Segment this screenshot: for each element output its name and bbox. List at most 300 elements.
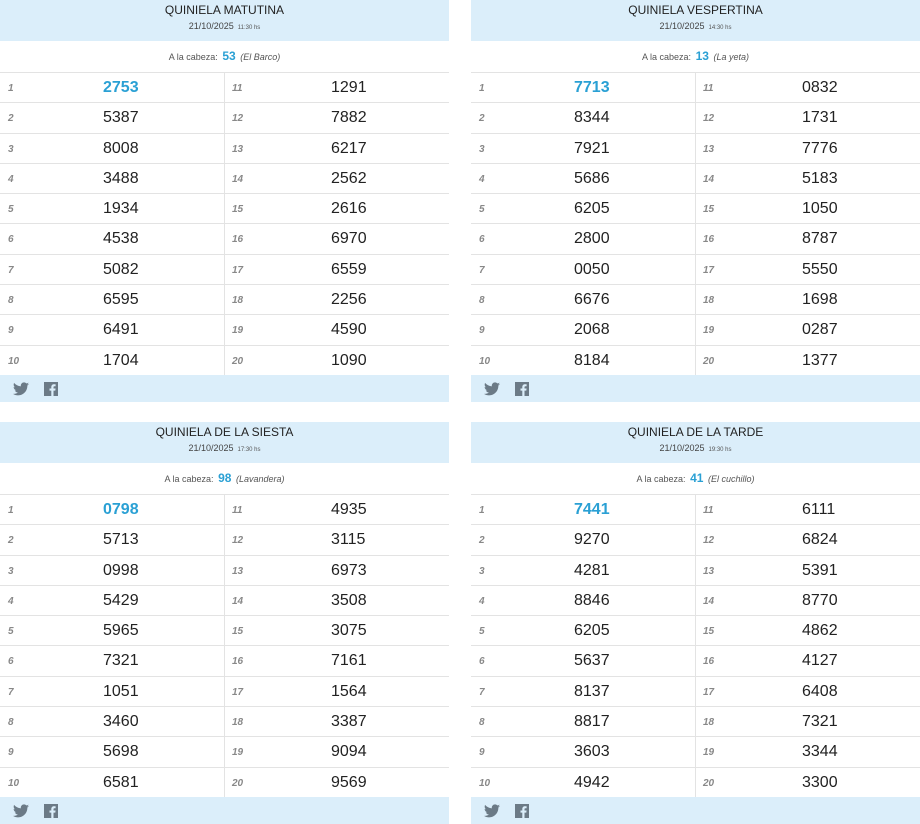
result-row [0,556,224,586]
result-row [471,224,695,254]
result-row [0,768,224,797]
result-number: 1090 [331,351,367,369]
result-row [225,768,449,797]
position-number: 15 [232,626,244,638]
cabeza-number: 98 [218,471,232,485]
share-bar [471,797,920,824]
position-number: 14 [232,595,244,607]
draw-time: 19:30 hs [708,447,732,453]
cabeza-label: A la cabeza: [164,474,214,484]
result-number: 4942 [574,773,610,791]
position-number: 17 [703,686,715,698]
result-number: 6111 [802,501,836,518]
position-number: 20 [232,355,244,367]
position-number: 8 [8,717,14,729]
position-number: 7 [479,686,485,698]
share-bar [0,375,449,402]
position-number: 16 [703,656,715,668]
position-number: 12 [232,113,244,125]
result-row [696,556,920,586]
position-number: 16 [232,234,244,246]
position-number: 6 [479,234,485,246]
position-number: 20 [703,777,715,789]
result-number: 5391 [802,561,838,579]
result-number: 6217 [331,139,367,157]
result-row [225,315,449,345]
position-number: 7 [8,686,14,698]
position-number: 9 [8,747,14,759]
result-number: 3075 [331,622,367,640]
cabeza-number: 13 [695,49,709,63]
result-number: 1050 [802,200,838,218]
draw-date [471,441,920,457]
position-number: 20 [232,777,244,789]
result-row [471,315,695,345]
results-column-left [471,495,696,797]
position-number: 11 [232,505,243,516]
result-row [471,525,695,555]
result-number: 8344 [574,109,610,127]
result-number: 4935 [331,501,367,518]
result-number: 5550 [802,260,838,278]
panel-header [0,422,449,463]
result-row [471,194,695,224]
result-number: 6973 [331,561,367,579]
position-number: 8 [479,717,485,729]
position-number: 11 [232,83,243,94]
position-number: 2 [479,113,485,125]
result-row [696,646,920,676]
result-number: 0832 [802,79,838,96]
first-prize-number: 2753 [103,79,139,96]
result-row [225,194,449,224]
result-row [225,737,449,767]
position-number: 10 [479,355,491,367]
result-row [696,224,920,254]
cabeza-number: 41 [690,471,704,485]
result-row [696,768,920,797]
result-number: 2256 [331,291,367,309]
result-number: 5183 [802,169,838,187]
results-column-right [225,495,449,797]
results-column-right [696,73,920,375]
result-row [696,194,920,224]
result-row [0,737,224,767]
result-row [225,707,449,737]
result-number: 1731 [802,109,838,127]
result-row [0,134,224,164]
panel-title: QUINIELA DE LA TARDE [627,425,764,439]
result-row [696,495,920,525]
result-number: 5082 [103,260,139,278]
result-row [225,677,449,707]
result-row [0,255,224,285]
result-row [225,134,449,164]
result-row [471,707,695,737]
result-number: 5387 [103,109,139,127]
draw-date [0,441,449,457]
result-row [696,737,920,767]
position-number: 15 [703,204,715,216]
results-column-left [471,73,696,375]
result-number: 7321 [802,713,838,731]
result-row [696,73,920,103]
result-number: 2562 [331,169,367,187]
position-number: 18 [232,717,244,729]
result-number: 7921 [574,139,610,157]
position-number: 19 [703,747,715,759]
position-number: 19 [232,325,244,337]
position-number: 3 [479,143,485,155]
result-number: 9569 [331,773,367,791]
result-row [225,646,449,676]
result-number: 7882 [331,109,367,127]
position-number: 18 [703,295,715,307]
position-number: 1 [479,83,485,94]
position-number: 7 [8,264,14,276]
result-row [696,103,920,133]
quiniela-panel [0,0,449,402]
position-number: 3 [479,565,485,577]
result-row [0,224,224,254]
result-row [0,73,224,103]
result-number: 3387 [331,713,367,731]
cabeza-line [471,463,920,495]
position-number: 14 [703,173,715,185]
date-text: 21/10/2025 [659,443,705,453]
position-number: 6 [8,656,14,668]
cabeza-name: (El Barco) [240,52,281,62]
quiniela-panel [471,422,920,824]
cabeza-name: (El cuchillo) [707,474,755,484]
result-row [225,525,449,555]
result-row [0,315,224,345]
position-number: 12 [703,535,715,547]
result-row [696,707,920,737]
result-row [0,164,224,194]
position-number: 4 [8,173,14,185]
result-number: 0998 [103,561,139,579]
result-row [225,586,449,616]
results-grid [0,73,449,375]
result-row [225,495,449,525]
position-number: 19 [703,325,715,337]
facebook-icon[interactable] [515,382,531,396]
result-row [471,285,695,315]
result-number: 6205 [574,622,610,640]
position-number: 1 [8,505,14,516]
result-number: 0050 [574,260,610,278]
result-number: 8846 [574,591,610,609]
draw-time: 14:30 hs [708,25,732,31]
date-text: 21/10/2025 [188,443,234,453]
result-row [225,346,449,375]
result-row [0,103,224,133]
facebook-icon[interactable] [44,382,60,396]
result-row [471,556,695,586]
date-text: 21/10/2025 [188,21,234,31]
result-row [0,285,224,315]
result-row [471,103,695,133]
date-text: 21/10/2025 [659,21,705,31]
position-number: 1 [8,83,14,94]
position-number: 3 [8,143,14,155]
position-number: 6 [8,234,14,246]
share-bar [0,797,449,824]
result-row [471,768,695,797]
panel-title: QUINIELA MATUTINA [164,3,285,17]
position-number: 18 [703,717,715,729]
result-row [696,285,920,315]
quiniela-panel [471,0,920,402]
cabeza-line [471,41,920,73]
result-row [696,586,920,616]
position-number: 2 [8,535,14,547]
result-number: 6824 [802,531,838,549]
result-row [225,224,449,254]
position-number: 4 [8,595,14,607]
panel-title: QUINIELA DE LA SIESTA [155,425,294,439]
position-number: 11 [703,83,714,94]
position-number: 10 [8,355,20,367]
cabeza-label: A la cabeza: [642,52,692,62]
result-row [225,73,449,103]
position-number: 17 [703,264,715,276]
result-row [471,586,695,616]
result-number: 6595 [103,291,139,309]
result-number: 2616 [331,200,367,218]
result-number: 8787 [802,230,838,248]
facebook-icon[interactable] [515,804,531,818]
position-number: 17 [232,686,244,698]
panel-title: QUINIELA VESPERTINA [628,3,763,17]
position-number: 7 [479,264,485,276]
result-number: 3460 [103,713,139,731]
twitter-icon[interactable] [13,804,29,818]
position-number: 16 [703,234,715,246]
position-number: 4 [479,595,485,607]
position-number: 10 [479,777,491,789]
position-number: 13 [232,143,244,155]
result-number: 8184 [574,351,610,369]
draw-time: 17:30 hs [237,447,261,453]
result-row [471,646,695,676]
position-number: 5 [8,626,14,638]
position-number: 17 [232,264,244,276]
result-number: 1051 [103,682,139,700]
result-row [225,616,449,646]
result-number: 2800 [574,230,610,248]
result-number: 5686 [574,169,610,187]
result-number: 3603 [574,743,610,761]
result-number: 7321 [103,652,139,670]
results-column-right [696,495,920,797]
result-row [471,737,695,767]
position-number: 15 [703,626,715,638]
result-number: 6581 [103,773,139,791]
position-number: 14 [232,173,244,185]
result-number: 6559 [331,260,367,278]
result-number: 1698 [802,291,838,309]
result-row [471,677,695,707]
result-row [0,616,224,646]
position-number: 2 [8,113,14,125]
result-number: 9270 [574,531,610,549]
twitter-icon[interactable] [484,804,500,818]
result-number: 5637 [574,652,610,670]
result-number: 4127 [802,652,838,670]
position-number: 10 [8,777,20,789]
cabeza-line [0,41,449,73]
result-row [471,495,695,525]
result-row [0,586,224,616]
result-number: 6408 [802,682,838,700]
result-number: 1377 [802,351,838,369]
draw-date [471,19,920,35]
result-number: 8137 [574,682,610,700]
result-number: 3115 [331,531,366,549]
result-number: 5698 [103,743,139,761]
result-number: 5965 [103,622,139,640]
position-number: 8 [8,295,14,307]
results-grid [471,73,920,375]
result-number: 2068 [574,321,610,339]
position-number: 12 [232,535,244,547]
result-row [696,315,920,345]
result-row [696,255,920,285]
cabeza-number: 53 [222,49,236,63]
results-column-right [225,73,449,375]
position-number: 18 [232,295,244,307]
result-number: 8817 [574,713,610,731]
result-number: 7161 [331,652,367,670]
position-number: 13 [703,565,715,577]
result-row [696,677,920,707]
position-number: 11 [703,505,714,516]
position-number: 13 [703,143,715,155]
result-number: 5713 [103,531,139,549]
panel-header [471,0,920,41]
result-number: 1934 [103,200,139,218]
first-prize-number: 0798 [103,501,139,518]
result-number: 8008 [103,139,139,157]
result-row [225,556,449,586]
result-row [225,164,449,194]
result-number: 0287 [802,321,838,339]
position-number: 19 [232,747,244,759]
position-number: 13 [232,565,244,577]
result-number: 3344 [802,743,838,761]
position-number: 9 [479,747,485,759]
result-row [696,346,920,375]
result-row [225,103,449,133]
position-number: 8 [479,295,485,307]
cabeza-label: A la cabeza: [168,52,218,62]
cabeza-label: A la cabeza: [636,474,686,484]
panel-header [0,0,449,41]
result-row [0,346,224,375]
twitter-icon[interactable] [13,382,29,396]
panel-header [471,422,920,463]
result-number: 6676 [574,291,610,309]
result-row [471,255,695,285]
result-row [0,677,224,707]
result-number: 6491 [103,321,139,339]
result-number: 1291 [331,79,367,96]
first-prize-number: 7713 [574,79,610,96]
position-number: 1 [479,505,485,516]
cabeza-name: (Lavandera) [235,474,285,484]
result-number: 4590 [331,321,367,339]
first-prize-number: 7441 [574,501,610,518]
position-number: 9 [8,325,14,337]
facebook-icon[interactable] [44,804,60,818]
share-bar [471,375,920,402]
results-grid [0,495,449,797]
result-row [471,164,695,194]
twitter-icon[interactable] [484,382,500,396]
position-number: 6 [479,656,485,668]
result-number: 7776 [802,139,838,157]
result-number: 1564 [331,682,367,700]
results-column-left [0,73,225,375]
result-row [0,194,224,224]
result-row [696,164,920,194]
result-row [696,525,920,555]
position-number: 5 [479,204,485,216]
result-number: 5429 [103,591,139,609]
quiniela-panel [0,422,449,824]
draw-time: 11:30 hs [237,25,261,31]
cabeza-line [0,463,449,495]
results-grid [471,495,920,797]
result-row [471,346,695,375]
draw-date [0,19,449,35]
position-number: 20 [703,355,715,367]
result-row [696,134,920,164]
position-number: 16 [232,656,244,668]
result-number: 3488 [103,169,139,187]
result-row [696,616,920,646]
result-row [0,707,224,737]
result-row [225,285,449,315]
position-number: 5 [8,204,14,216]
result-row [225,255,449,285]
result-number: 3508 [331,591,367,609]
position-number: 5 [479,626,485,638]
cabeza-name: (La yeta) [713,52,749,62]
position-number: 4 [479,173,485,185]
result-number: 4862 [802,622,838,640]
result-number: 3300 [802,773,838,791]
result-number: 6970 [331,230,367,248]
result-number: 9094 [331,743,367,761]
position-number: 3 [8,565,14,577]
result-number: 6205 [574,200,610,218]
position-number: 15 [232,204,244,216]
result-number: 4281 [574,561,610,579]
result-row [0,525,224,555]
result-row [471,616,695,646]
position-number: 14 [703,595,715,607]
result-row [0,495,224,525]
result-row [0,646,224,676]
position-number: 9 [479,325,485,337]
result-number: 1704 [103,351,139,369]
position-number: 2 [479,535,485,547]
position-number: 12 [703,113,715,125]
result-row [471,134,695,164]
